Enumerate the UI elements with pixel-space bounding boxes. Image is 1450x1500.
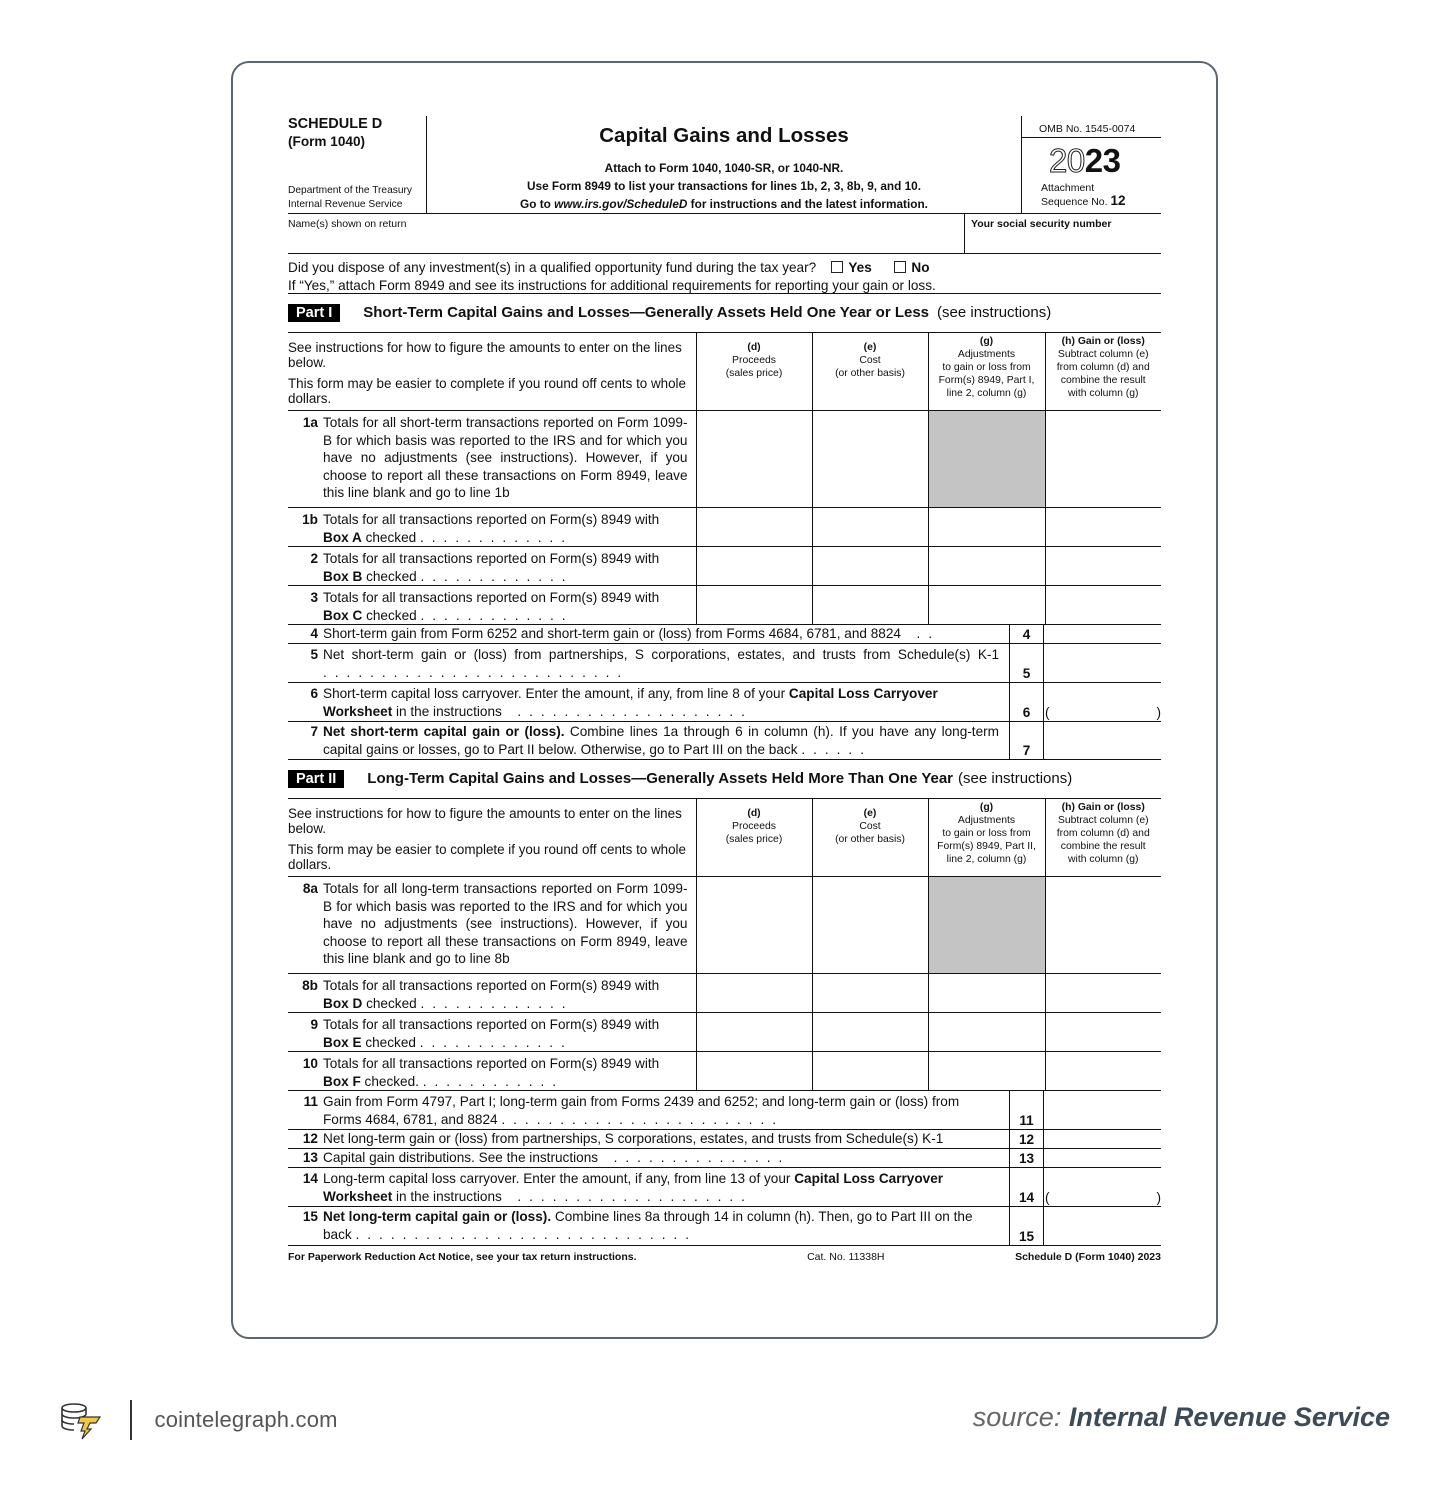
line-number: 8a [302, 881, 318, 896]
line-13-box-label: 13 [1009, 1149, 1044, 1167]
col-h-line-1: Subtract column (e) [1057, 815, 1149, 826]
col-e-line-2: (or other basis) [835, 368, 905, 379]
col-e-line-2: (or other basis) [835, 834, 905, 845]
line-9-box: Box E [323, 1034, 362, 1050]
line-10-col-e-input[interactable] [812, 1052, 928, 1091]
col-g-header [928, 333, 1045, 411]
line-14-box-label: 14 [1009, 1168, 1044, 1206]
line-8b-end: checked [366, 995, 417, 1011]
line-8b-col-e-input[interactable] [812, 974, 928, 1013]
line-6-text: Short-term capital loss carryover. Enter the amount, if any, from line 8 of your [323, 686, 789, 701]
leader-dots: .................... [505, 1188, 753, 1204]
col-d-line-1: Proceeds [732, 821, 776, 832]
part-2-column-headers [288, 799, 1161, 877]
part-2-instructions [288, 799, 696, 877]
line-11-box-label: 11 [1009, 1091, 1044, 1129]
form-title-block [427, 116, 1021, 214]
line-4-amount-input[interactable] [1044, 625, 1161, 643]
close-paren: ) [1156, 1189, 1161, 1205]
line-number: 14 [302, 1171, 318, 1186]
names-label: Name(s) shown on return [288, 218, 407, 230]
tax-year [1022, 143, 1161, 179]
col-g-letter: (g) [979, 802, 994, 813]
line-number: 4 [310, 626, 318, 641]
part-2-inst-1: See instructions for how to figure the amounts to enter on the lines below. [288, 806, 682, 836]
line-10-text: Totals for all transactions reported on Form(s) 8949 with [323, 1056, 660, 1071]
col-e-letter: (e) [863, 808, 877, 819]
line-number: 1b [302, 512, 318, 527]
part-1-column-headers [288, 333, 1161, 411]
qof-no-checkbox[interactable] [894, 261, 906, 273]
col-d-line-2: (sales price) [725, 368, 783, 379]
col-h-line-2: from column (d) and [1056, 828, 1150, 839]
line-1b-col-h-input[interactable] [1045, 508, 1161, 547]
line-1b-end: checked [365, 529, 417, 545]
col-h-letter: (h) Gain or (loss) [1061, 336, 1145, 347]
leader-dots: .. [904, 626, 941, 641]
col-d-header [696, 333, 812, 411]
leader-dots: ............. [420, 607, 574, 623]
col-h-header [1045, 799, 1161, 877]
sequence-number: 12 [1110, 192, 1126, 208]
line-8a-col-e-input[interactable] [812, 877, 928, 974]
line-2-end: checked [366, 568, 417, 584]
line-1b-text: Totals for all transactions reported on Form(s) 8949 with [323, 512, 660, 527]
leader-dots: ............. [420, 568, 574, 584]
line-9-col-h-input[interactable] [1045, 1013, 1161, 1052]
col-h-line-1: Subtract column (e) [1057, 349, 1149, 360]
open-paren: ( [1045, 1189, 1050, 1205]
line-8b-col-d-input[interactable] [696, 974, 812, 1013]
col-h-line-4: with column (g) [1068, 388, 1139, 399]
line-11-text: Gain from Form 4797, Part I; long-term gain from Forms 2439 and 6252; and long-term gain or (loss) from Forms 4684, 6781, and 8824 [323, 1094, 960, 1127]
schedule-d-form [288, 116, 1161, 1267]
line-12-row [288, 1130, 1161, 1149]
qof-yes-checkbox[interactable] [831, 261, 843, 273]
line-2-text: Totals for all transactions reported on Form(s) 8949 with [323, 551, 660, 566]
part-1-inst-2: This form may be easier to complete if you round off cents to whole dollars. [288, 376, 686, 406]
line-9-row [288, 1013, 1161, 1052]
line-number: 12 [302, 1131, 318, 1146]
line-11-row [288, 1091, 1161, 1130]
line-4-text: Short-term gain from Form 6252 and short-term gain or (loss) from Forms 4684, 6781, and 8824 [323, 626, 901, 641]
col-d-line-1: Proceeds [732, 355, 776, 366]
line-1a-col-d-input[interactable] [696, 411, 812, 508]
close-paren: ) [1156, 704, 1161, 720]
line-15-text: Combine lines 8a through 14 in column (h). Then, go to Part III on the back [323, 1209, 973, 1242]
line-7-row [288, 722, 1161, 760]
col-g-line-3: Form(s) 8949, Part II, [937, 841, 1036, 852]
leader-dots: .................... [505, 703, 753, 719]
line-1b-col-e-input[interactable] [812, 508, 928, 547]
col-e-letter: (e) [863, 342, 877, 353]
line-number: 7 [310, 724, 318, 739]
line-1a-row [288, 411, 1161, 508]
line-13-text: Capital gain distributions. See the instructions [323, 1150, 599, 1165]
dept-line-2: Internal Revenue Service [288, 198, 403, 210]
line-2-col-g-input[interactable] [928, 547, 1045, 586]
leader-dots: ............... [601, 1150, 791, 1165]
line-12-box-label: 12 [1009, 1130, 1044, 1148]
qof-yes-label: Yes [848, 260, 872, 275]
line-3-text: Totals for all transactions reported on Form(s) 8949 with [323, 590, 660, 605]
irs-url-link[interactable]: www.irs.gov/ScheduleD [554, 197, 688, 211]
line-7-amount-input[interactable] [1044, 722, 1161, 759]
col-h-line-3: combine the result [1060, 375, 1146, 386]
line-6-text-post: in the instructions [392, 703, 502, 719]
col-g-line-4: line 2, column (g) [946, 388, 1027, 399]
part-1-tag: Part I [288, 304, 340, 322]
line-10-col-h-input[interactable] [1045, 1052, 1161, 1091]
ssn-label: Your social security number [971, 218, 1112, 230]
sequence-label: Sequence No. [1041, 195, 1108, 208]
col-g-line-2: to gain or loss from [942, 828, 1031, 839]
part-2-inst-2: This form may be easier to complete if you round off cents to whole dollars. [288, 842, 686, 872]
line-9-col-e-input[interactable] [812, 1013, 928, 1052]
attach-instructions [427, 159, 1021, 213]
line-7-box-label: 7 [1009, 722, 1044, 759]
line-number: 6 [310, 686, 318, 701]
col-e-header [812, 799, 928, 877]
leader-dots: .......................... [323, 664, 630, 680]
line-5-box-label: 5 [1009, 644, 1044, 682]
line-10-row [288, 1052, 1161, 1091]
open-paren: ( [1045, 704, 1050, 720]
part-2-table [288, 798, 1161, 1091]
line-3-row [288, 586, 1161, 625]
department [288, 184, 412, 211]
cointelegraph-logo-icon [60, 1400, 104, 1440]
line-12-amount-input[interactable] [1044, 1130, 1161, 1148]
line-8b-text: Totals for all transactions reported on Form(s) 8949 with [323, 978, 660, 993]
line-1a-col-e-input[interactable] [812, 411, 928, 508]
omb-block [1021, 116, 1161, 214]
line-number: 15 [302, 1209, 318, 1224]
line-12-text: Net long-term gain or (loss) from partnerships, S corporations, estates, and trusts from Schedule(s) K-1 [323, 1131, 944, 1146]
line-8b-box: Box D [323, 995, 363, 1011]
line-14-text: Long-term capital loss carryover. Enter the amount, if any, from line 13 of your [323, 1171, 795, 1186]
line-8b-col-g-input[interactable] [928, 974, 1045, 1013]
line-3-col-h-input[interactable] [1045, 586, 1161, 625]
form-footer-id: Schedule D (Form 1040) 2023 [1015, 1251, 1161, 1263]
line-6-box-label: 6 [1009, 683, 1044, 721]
col-d-letter: (d) [747, 808, 761, 819]
line-14-text-post: in the instructions [392, 1188, 502, 1204]
attach-line-3-post: for instructions and the latest information. [687, 197, 928, 211]
part-1-header [288, 294, 1161, 332]
line-3-box: Box C [323, 607, 363, 623]
part-2-header [288, 760, 1161, 798]
line-14-row [288, 1168, 1161, 1207]
part-1-title: Short-Term Capital Gains and Losses—Generally Assets Held One Year or Less [363, 304, 930, 322]
col-g-header [928, 799, 1045, 877]
form-id-block [288, 116, 427, 214]
line-number: 13 [302, 1150, 318, 1165]
line-8b-col-h-input[interactable] [1045, 974, 1161, 1013]
line-15-row [288, 1207, 1161, 1245]
col-e-line-1: Cost [859, 821, 881, 832]
line-number: 10 [302, 1056, 318, 1071]
form-title: Capital Gains and Losses [599, 124, 849, 147]
form-header [288, 116, 1161, 214]
line-11-amount-input[interactable] [1044, 1091, 1161, 1129]
line-10-box: Box F [323, 1073, 361, 1089]
part-2-lines [288, 1091, 1161, 1245]
line-1b-col-d-input[interactable] [696, 508, 812, 547]
line-4-row [288, 625, 1161, 644]
line-1b-box: Box A [323, 529, 362, 545]
omb-number: OMB No. 1545-0074 [1022, 116, 1161, 138]
line-5-text-block [323, 644, 1009, 682]
part-1-see: (see instructions) [937, 304, 1052, 322]
col-h-letter: (h) Gain or (loss) [1061, 802, 1145, 813]
line-8a-text: Totals for all long-term transactions reported on Form 1099-B for which basis was reported to the IRS and for which you have no adjustments (see instructions). However, if you choose to report all these transactions on Form 8949, leave this line blank and go to line 8b [323, 881, 688, 966]
line-1b-row [288, 508, 1161, 547]
col-g-line-1: Adjustments [957, 815, 1016, 826]
line-2-row [288, 547, 1161, 586]
line-9-col-d-input[interactable] [696, 1013, 812, 1052]
col-d-line-2: (sales price) [725, 834, 783, 845]
line-13-amount-input[interactable] [1044, 1149, 1161, 1167]
qof-question-text: Did you dispose of any investment(s) in a qualified opportunity fund during the tax year? [288, 260, 817, 275]
line-number: 1a [302, 415, 318, 430]
col-e-line-1: Cost [859, 355, 881, 366]
attach-line-3 [427, 195, 1021, 213]
part-1-lines [288, 625, 1161, 760]
line-5-row [288, 644, 1161, 683]
line-number: 8b [302, 978, 318, 993]
col-e-header [812, 333, 928, 411]
attachment-label: Attachment [1041, 182, 1095, 194]
col-g-letter: (g) [979, 336, 994, 347]
col-h-line-4: with column (g) [1068, 854, 1139, 865]
leader-dots: ............. [419, 1034, 573, 1050]
ssn-field[interactable] [964, 214, 1161, 254]
line-9-col-g-input[interactable] [928, 1013, 1045, 1052]
col-h-line-2: from column (d) and [1056, 362, 1150, 373]
line-14-bold-1: Capital Loss Carryover [794, 1171, 944, 1186]
attachment-sequence [1022, 183, 1161, 208]
form-number: (Form 1040) [288, 134, 366, 149]
part-1-instructions [288, 333, 696, 411]
line-1a-col-g-shaded [928, 411, 1045, 508]
line-2-col-e-input[interactable] [812, 547, 928, 586]
line-10-col-d-input[interactable] [696, 1052, 812, 1091]
line-10-end: checked. [364, 1073, 419, 1089]
line-8a-col-h-input[interactable] [1045, 877, 1161, 974]
line-2-col-h-input[interactable] [1045, 547, 1161, 586]
line-1a-text: Totals for all short-term transactions reported on Form 1099-B for which basis was reported to the IRS and for which you have no adjustments (see instructions). However, if you choose to report all these transactions on Form 8949, leave this line blank and go to line 1b [323, 415, 688, 500]
line-3-end: checked [366, 607, 417, 623]
line-5-text: Net short-term gain or (loss) from partnerships, S corporations, estates, and trusts from Schedule(s) K-1 [323, 647, 999, 662]
line-14-amount-input[interactable] [1044, 1168, 1161, 1206]
line-1a-col-h-input[interactable] [1045, 411, 1161, 508]
line-1b-col-g-input[interactable] [928, 508, 1045, 547]
line-15-box-label: 15 [1009, 1207, 1044, 1245]
line-number: 9 [310, 1017, 318, 1032]
line-6-bold-1: Capital Loss Carryover [788, 686, 938, 701]
qof-question [288, 254, 1161, 294]
leader-dots: ........................ [501, 1111, 785, 1127]
line-6-amount-input[interactable] [1044, 683, 1161, 721]
tax-year-century: 20 [1049, 142, 1085, 179]
line-3-col-g-input[interactable] [928, 586, 1045, 625]
leader-dots: ...... [801, 741, 872, 757]
attach-line-1: Attach to Form 1040, 1040-SR, or 1040-NR. [604, 161, 844, 175]
part-2-see: (see instructions) [958, 770, 1073, 788]
line-2-col-d-input[interactable] [696, 547, 812, 586]
col-g-line-2: to gain or loss from [942, 362, 1031, 373]
leader-dots: ............. [419, 529, 574, 545]
col-g-line-1: Adjustments [957, 349, 1016, 360]
form-footer [288, 1245, 1161, 1267]
catalog-number: Cat. No. 11338H [807, 1251, 885, 1263]
brand-divider [130, 1400, 132, 1440]
col-g-line-3: Form(s) 8949, Part I, [938, 375, 1035, 386]
name-ssn-row [288, 214, 1161, 254]
paperwork-notice: For Paperwork Reduction Act Notice, see your tax return instructions. [288, 1251, 637, 1263]
qof-note: If “Yes,” attach Form 8949 and see its instructions for additional requirements for reporting your gain or loss. [288, 277, 936, 293]
line-2-box: Box B [323, 568, 363, 584]
leader-dots: ............. [420, 995, 574, 1011]
line-number: 2 [310, 551, 318, 566]
col-g-line-4: line 2, column (g) [946, 854, 1027, 865]
part-2-title: Long-Term Capital Gains and Losses—Generally Assets Held More Than One Year [367, 770, 954, 788]
dept-line-1: Department of the Treasury [288, 185, 413, 196]
line-15-amount-input[interactable] [1044, 1207, 1161, 1245]
line-4-box-label: 4 [1009, 625, 1044, 643]
part-1-table [288, 332, 1161, 625]
source-credit [973, 1402, 1390, 1433]
line-8b-row [288, 974, 1161, 1013]
part-2-tag: Part II [288, 770, 344, 788]
line-5-amount-input[interactable] [1044, 644, 1161, 682]
brand-block [60, 1400, 338, 1440]
line-13-row [288, 1149, 1161, 1168]
line-7-bold: Net short-term capital gain or (loss). [323, 724, 565, 739]
line-6-bold-2: Worksheet [323, 703, 393, 719]
line-6-row [288, 683, 1161, 722]
line-number: 11 [303, 1094, 318, 1109]
line-15-bold: Net long-term capital gain or (loss). [323, 1209, 552, 1224]
leader-dots: ............................. [355, 1226, 698, 1242]
line-8a-col-g-shaded [928, 877, 1045, 974]
col-h-line-3: combine the result [1060, 841, 1146, 852]
line-10-col-g-input[interactable] [928, 1052, 1045, 1091]
line-number: 3 [310, 590, 318, 605]
qof-no-label: No [911, 260, 930, 275]
line-8a-row [288, 877, 1161, 974]
line-14-bold-2: Worksheet [323, 1188, 393, 1204]
col-h-header [1045, 333, 1161, 411]
leader-dots: ............ [422, 1073, 565, 1089]
col-d-letter: (d) [747, 342, 761, 353]
source-label: source: [972, 1402, 1062, 1432]
source-name: Internal Revenue Service [1068, 1402, 1390, 1432]
brand-site-name: cointelegraph.com [154, 1407, 338, 1432]
line-7-text: Combine lines 1a through 6 in column (h). If you have any long-term capital gains or losses, go to Part II below. Otherwise, go to Part III on the back [323, 724, 999, 757]
col-d-header [696, 799, 812, 877]
part-1-inst-1: See instructions for how to figure the amounts to enter on the lines below. [288, 340, 682, 370]
line-3-col-d-input[interactable] [696, 586, 812, 625]
line-9-end: checked [365, 1034, 416, 1050]
line-number: 5 [310, 647, 318, 662]
tax-year-decade: 23 [1084, 142, 1121, 179]
line-3-col-e-input[interactable] [812, 586, 928, 625]
attach-line-3-pre: Go to [520, 197, 555, 211]
line-8a-col-d-input[interactable] [696, 877, 812, 974]
schedule-name: SCHEDULE D [288, 116, 383, 132]
attach-line-2: Use Form 8949 to list your transactions for lines 1b, 2, 3, 8b, 9, and 10. [526, 179, 921, 193]
line-9-text: Totals for all transactions reported on Form(s) 8949 with [323, 1017, 660, 1032]
